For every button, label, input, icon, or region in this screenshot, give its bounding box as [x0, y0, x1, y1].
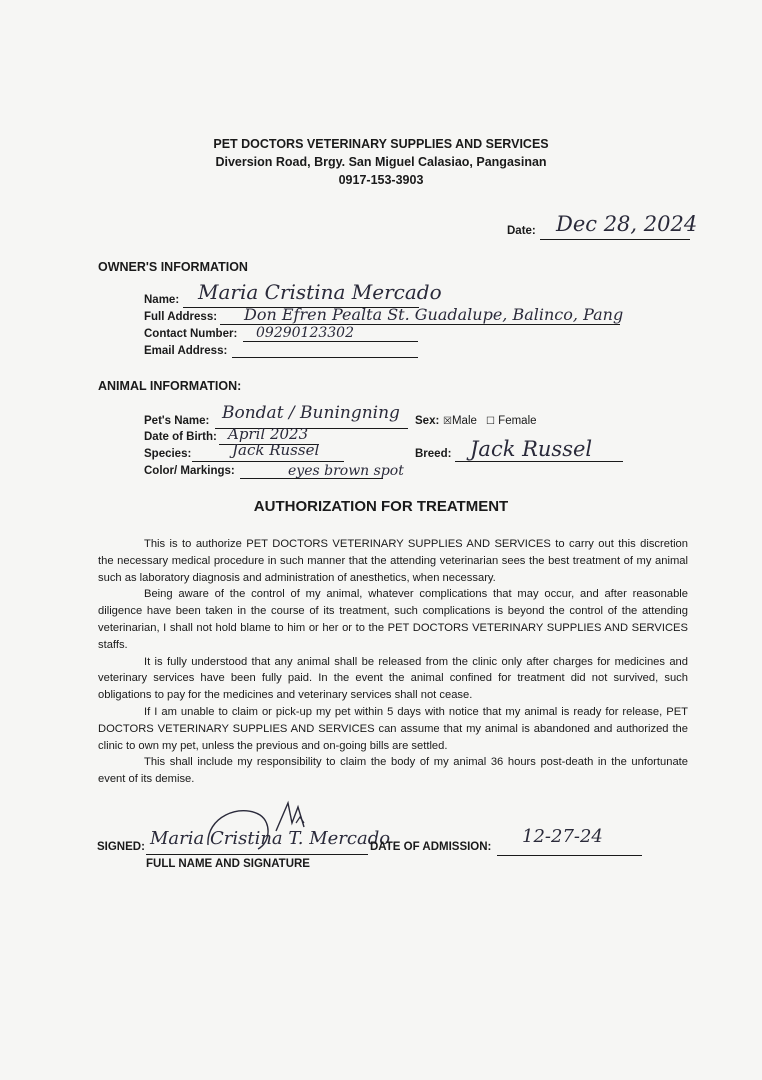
owner-name-value: Maria Cristina Mercado — [198, 280, 442, 304]
sex-male-option — [443, 415, 477, 427]
sex-female-checkbox: ☐ — [486, 416, 495, 427]
pet-name-label: Pet's Name: — [144, 415, 210, 427]
admission-line — [497, 855, 642, 856]
authorization-paragraph: Being aware of the control of my animal, whatever complications that may occur, and after reasonable diligence have been taken in the course of its treatment, such complications is beyond the control of the attending veterinarian, I shall not hold blame to him or her or to the PET DOCTORS VETERINARY SUPPLIES AND SERVICES staffs. — [98, 588, 688, 651]
authorization-paragraph: It is fully understood that any animal shall be released from the clinic only after charges for medicines and veterinary services have been fully paid. In the event the animal confined for treatment did not survived, such obligations to pay for the medicines and veterinary services shall not cease. — [98, 655, 688, 702]
breed-value: Jack Russel — [470, 437, 593, 461]
owner-email-line — [232, 357, 418, 358]
authorization-title: AUTHORIZATION FOR TREATMENT — [253, 498, 509, 515]
signature-caption: FULL NAME AND SIGNATURE — [146, 858, 310, 870]
sex-female-option — [486, 415, 537, 427]
authorization-paragraph: This shall include my responsibility to claim the body of my animal 36 hours post-death in the unfortunate event of its demise. — [98, 756, 688, 786]
owner-address-value: Don Efren Pealta St. Guadalupe, Balinco, Pang — [244, 305, 624, 324]
authorization-paragraph: This is to authorize PET DOCTORS VETERINARY SUPPLIES AND SERVICES to carry out this discretion the necessary medical procedure in such manner that the attending veterinarian sees the best treatment of my animal such as laboratory diagnosis and administration of anesthetics, when necessary. — [98, 538, 688, 584]
company-address: Diversion Road, Brgy. San Miguel Calasiao, Pangasinan — [215, 155, 547, 169]
admission-value: 12-27-24 — [522, 826, 603, 847]
signed-value: Maria Cristina T. Mercado — [150, 828, 391, 849]
company-name: PET DOCTORS VETERINARY SUPPLIES AND SERVICES — [213, 137, 549, 151]
sex-female-label: Female — [498, 415, 537, 427]
breed-line — [455, 461, 623, 462]
color-label: Color/ Markings: — [144, 465, 235, 477]
species-label: Species: — [144, 448, 192, 460]
sex-label: Sex: — [415, 415, 440, 427]
date-value: Dec 28, 2024 — [556, 212, 698, 236]
dob-value: April 2023 — [228, 425, 309, 443]
species-value: Jack Russel — [232, 441, 320, 459]
owner-address-label: Full Address: — [144, 311, 218, 323]
sex-male-checkbox: ☒ — [443, 416, 452, 427]
signed-label: SIGNED: — [97, 841, 145, 853]
sex-male-label: Male — [451, 415, 477, 427]
owner-section-title: OWNER'S INFORMATION — [98, 260, 248, 274]
owner-email-label: Email Address: — [144, 345, 228, 357]
company-phone: 0917-153-3903 — [338, 173, 424, 187]
dob-label: Date of Birth: — [144, 431, 217, 443]
pet-name-value: Bondat / Buningning — [222, 403, 400, 423]
owner-contact-value: 09290123302 — [256, 325, 354, 341]
owner-contact-line — [243, 341, 418, 342]
authorization-body — [98, 536, 688, 788]
species-line — [192, 461, 344, 462]
authorization-paragraph: If I am unable to claim or pick-up my pet within 5 days with notice that my animal is ready for release, PET DOCTORS VETERINARY SUPPLIES AND SERVICES can assume that my animal is abandoned and authorized the clinic to own my pet, unless the previous and on-going bills are settled. — [98, 705, 688, 752]
animal-section-title: ANIMAL INFORMATION: — [98, 379, 242, 393]
breed-label: Breed: — [415, 448, 452, 460]
owner-name-label: Name: — [144, 294, 180, 306]
color-value: eyes brown spot — [288, 463, 404, 479]
date-label: Date: — [507, 225, 536, 237]
admission-label: DATE OF ADMISSION: — [370, 841, 492, 853]
date-line — [540, 239, 690, 240]
owner-contact-label: Contact Number: — [144, 328, 238, 340]
signed-line — [146, 854, 368, 855]
